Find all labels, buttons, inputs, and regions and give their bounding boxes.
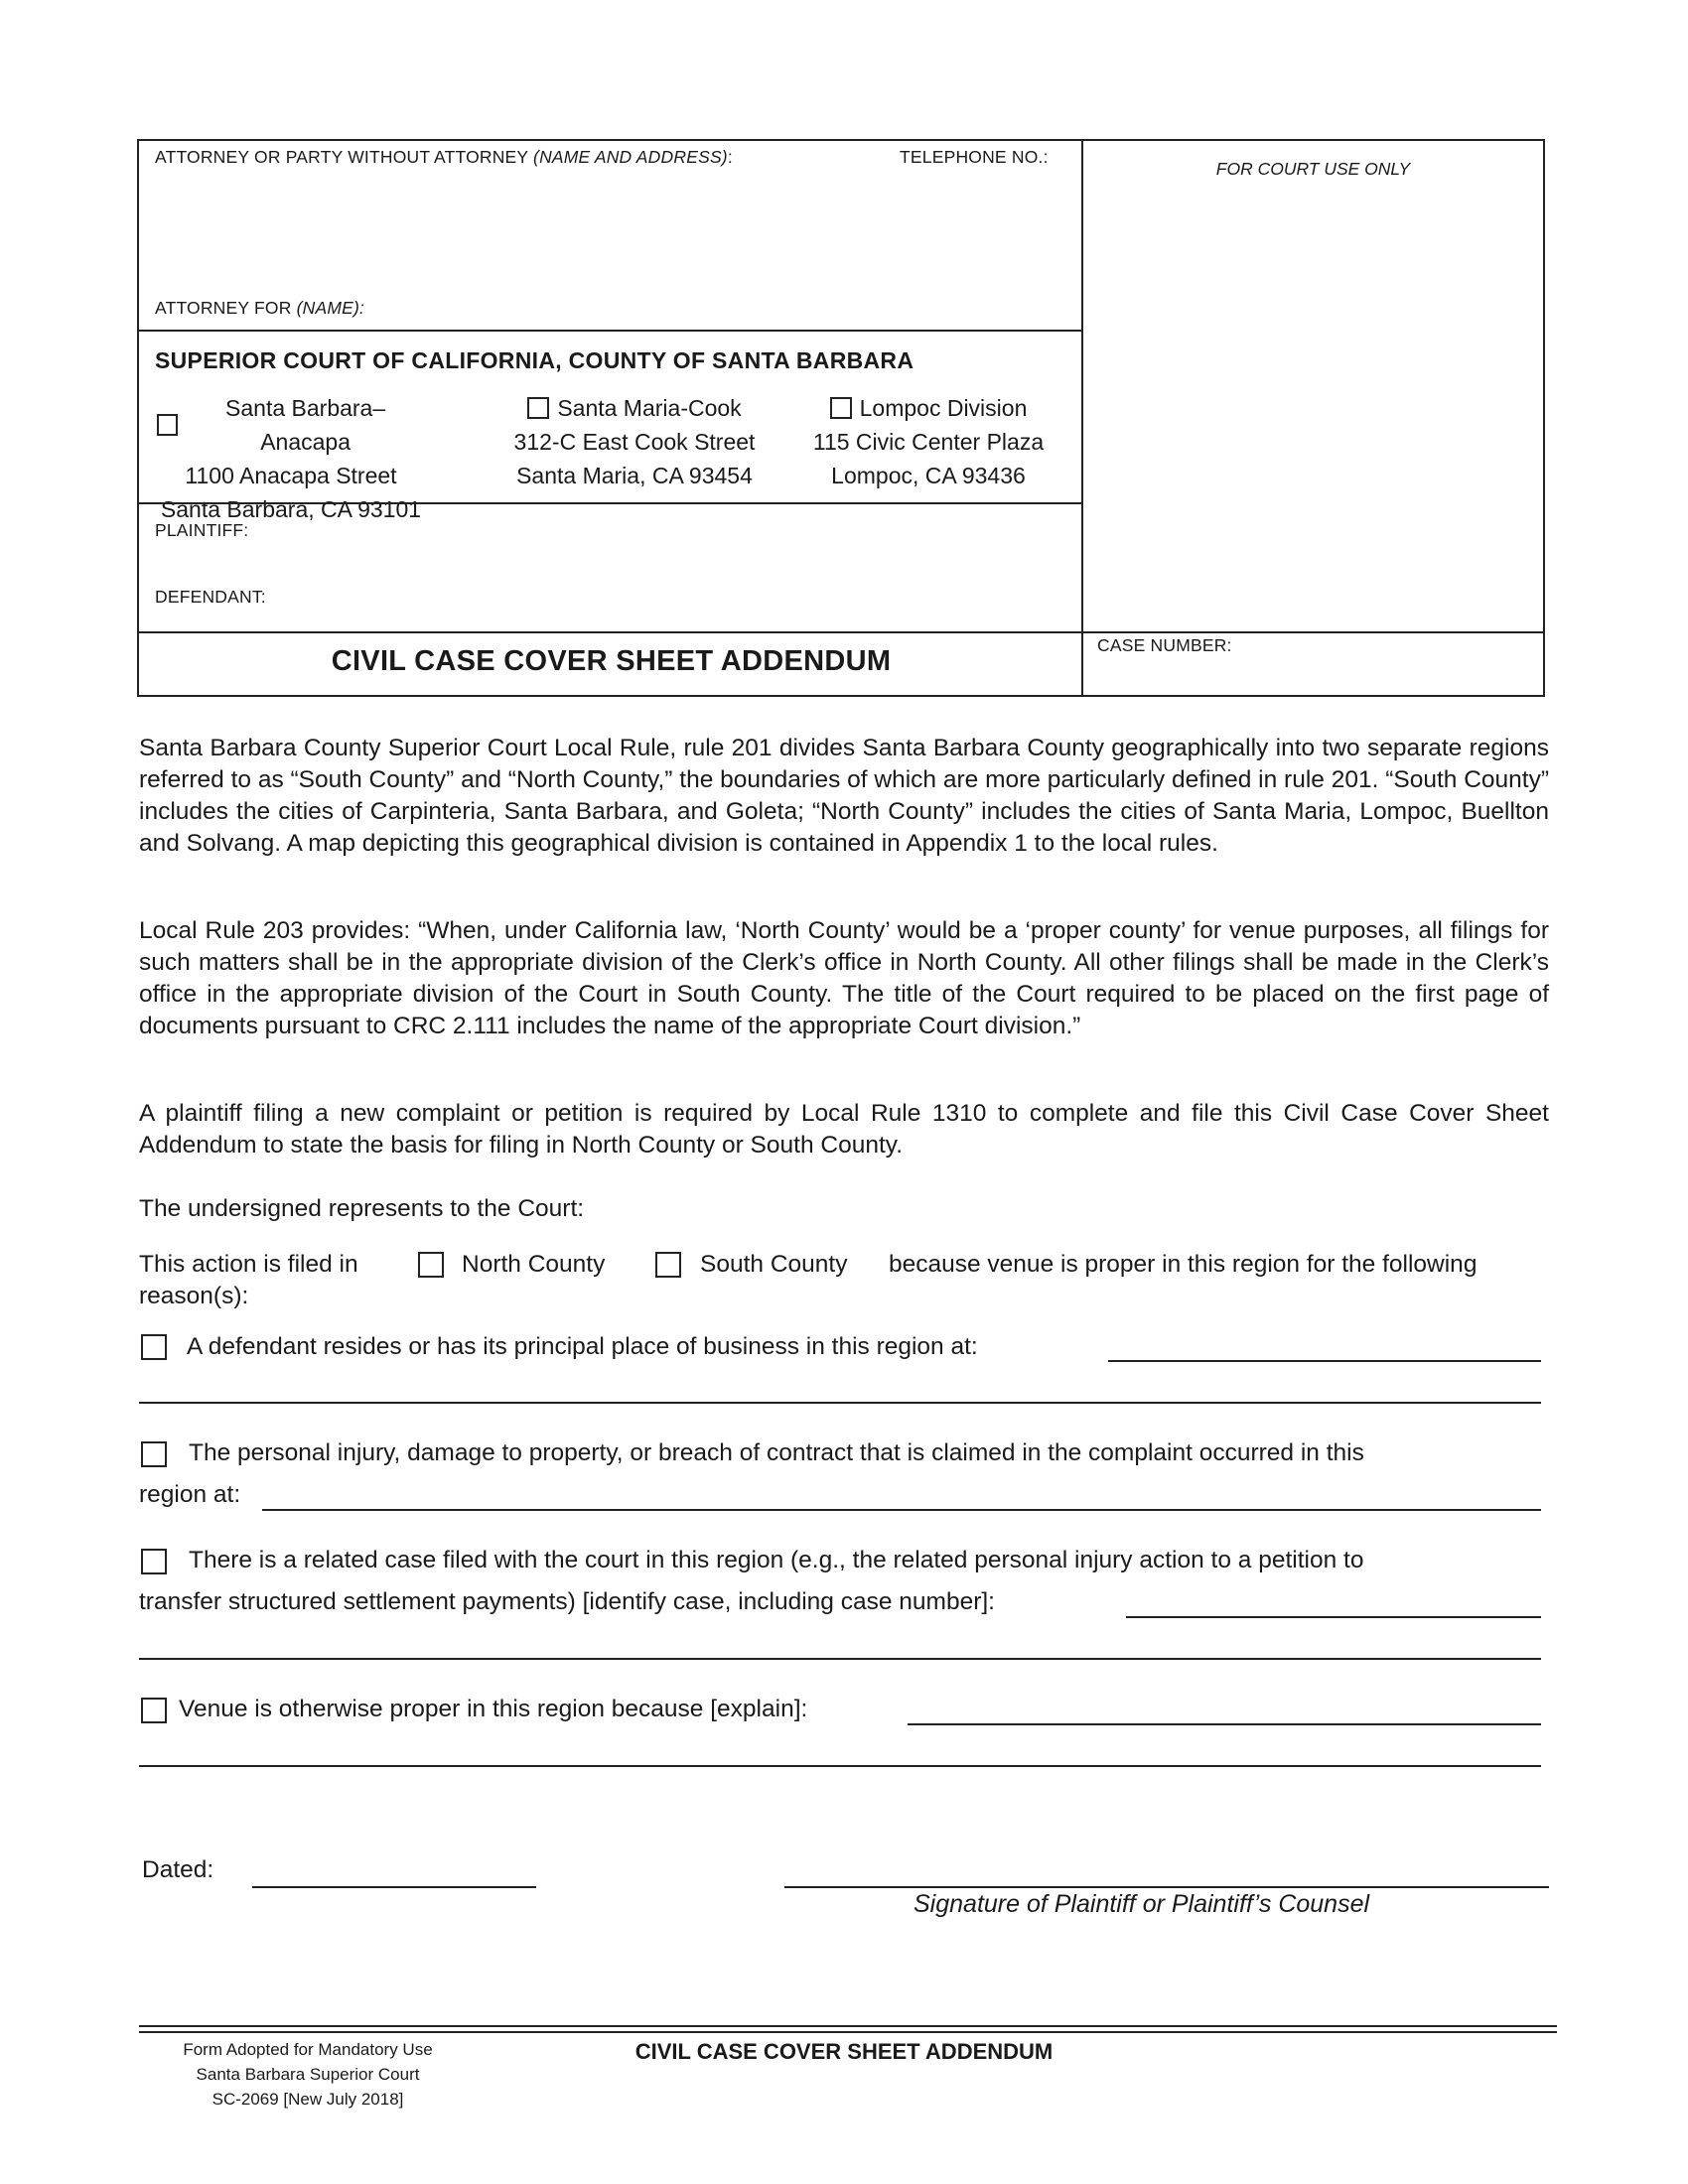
filed-in-line2: reason(s): [139,1283,249,1309]
divider [139,502,1081,504]
attorney-for-label: ATTORNEY FOR (NAME): [155,298,365,318]
reason-otherwise-proper-field-line2[interactable] [139,1765,1541,1767]
reason-injury-location-line1: The personal injury, damage to property, or breach of contract that is claimed in the complaint occurred in this [189,1439,1364,1466]
case-number-label: CASE NUMBER: [1097,635,1232,655]
north-county-label: North County [462,1251,606,1278]
reason-otherwise-proper-checkbox[interactable] [141,1698,167,1723]
reason-injury-location-checkbox[interactable] [141,1441,167,1467]
filed-in-suffix: because venue is proper in this region for the following [889,1251,1477,1278]
footer-rule [139,2025,1557,2027]
court-use-label: FOR COURT USE ONLY [1215,159,1411,179]
south-county-label: South County [700,1251,848,1278]
checkbox-santa-maria[interactable] [527,397,549,419]
paragraph-local-rule-201: Santa Barbara County Superior Court Local Rule, rule 201 divides Santa Barbara County geographically into two separate regions referred to as “South County” and “North County,” the boundaries of which are more particularly defined in rule 201. “South County” includes the cities of Carpinteria, Santa Barbara, and Goleta; “North County” includes the cities of Santa Maria, Lompoc, Buellton and Solvang. A map depicting this geographical division is contained in Appendix 1 to the local rules. [139,735,1549,857]
dated-label: Dated: [142,1856,214,1883]
plaintiff-label: PLAINTIFF: [155,520,249,540]
reason-otherwise-proper-field[interactable] [908,1723,1541,1725]
division-street: 1100 Anacapa Street [185,463,397,488]
reason-defendant-residence-label: A defendant resides or has its principal place of business in this region at: [187,1333,978,1360]
division-name: Lompoc Division [859,395,1028,421]
division-santa-barbara [157,391,425,526]
date-field[interactable] [252,1886,536,1888]
form-adoption-info [149,2037,467,2112]
reason-defendant-residence-checkbox[interactable] [141,1334,167,1360]
reason-otherwise-proper-label: Venue is otherwise proper in this region because [explain]: [179,1696,808,1722]
division-city: Santa Barbara, CA 93101 [160,496,422,522]
undersigned-statement: The undersigned represents to the Court: [139,1195,585,1222]
telephone-label: TELEPHONE NO.: [900,147,1049,167]
filed-in-prefix: This action is filed in [139,1251,358,1278]
reason-related-case-line2: transfer structured settlement payments) [identify case, including case number]: [139,1588,995,1615]
division-name: Santa Barbara–Anacapa [225,395,386,455]
signature-field[interactable] [784,1886,1549,1888]
reason-injury-location-field[interactable] [262,1509,1541,1511]
form-court-line: Santa Barbara Superior Court [196,2065,420,2084]
form-number-line: SC-2069 [New July 2018] [211,2090,404,2109]
north-county-checkbox[interactable] [418,1252,444,1278]
form-adoption-line: Form Adopted for Mandatory Use [183,2040,433,2059]
footer-title: CIVIL CASE COVER SHEET ADDENDUM [634,2039,1054,2064]
divider [139,330,1081,332]
reason-related-case-line1: There is a related case filed with the court in this region (e.g., the related personal injury action to a petition to [189,1547,1364,1573]
reason-defendant-residence-field-line2[interactable] [139,1402,1541,1404]
paragraph-local-rule-203: Local Rule 203 provides: “When, under California law, ‘North County’ would be a ‘proper county’ for venue purposes, all filings for such matters shall be in the appropriate division of the Clerk’s office in North County. All other filings shall be made in the Clerk’s office in the appropriate division of the Court in South County. The title of the Court required to be placed on the first page of documents pursuant to CRC 2.111 includes the name of the appropriate Court division.” [139,917,1549,1039]
division-santa-maria [491,391,778,492]
division-street: 115 Civic Center Plaza [812,429,1045,455]
caption-right-panel [1083,141,1543,695]
division-city: Santa Maria, CA 93454 [516,463,753,488]
defendant-label: DEFENDANT: [155,587,266,607]
division-name: Santa Maria-Cook [557,395,742,421]
checkbox-lompoc[interactable] [830,397,852,419]
footer-rule [139,2031,1557,2033]
division-street: 312-C East Cook Street [513,429,756,455]
form-title: CIVIL CASE COVER SHEET ADDENDUM [331,645,892,677]
paragraph-local-rule-1310: A plaintiff filing a new complaint or petition is required by Local Rule 1310 to complete and file this Civil Case Cover Sheet Addendum to state the basis for filing in North County or South County. [139,1100,1549,1159]
south-county-checkbox[interactable] [655,1252,681,1278]
reason-related-case-field[interactable] [1126,1616,1541,1618]
divider [139,631,1081,633]
signature-caption: Signature of Plaintiff or Plaintiff’s Counsel [914,1890,1370,1918]
reason-related-case-checkbox[interactable] [141,1549,167,1574]
reason-related-case-field-line2[interactable] [139,1658,1541,1660]
court-name: SUPERIOR COURT OF CALIFORNIA, COUNTY OF SANTA BARBARA [155,347,914,373]
checkbox-santa-barbara[interactable] [157,414,178,436]
reason-injury-location-line2: region at: [139,1481,241,1508]
attorney-label: ATTORNEY OR PARTY WITHOUT ATTORNEY (NAME AND ADDRESS): [155,147,733,167]
divider [1083,631,1543,633]
caption-box [137,139,1545,697]
caption-left-panel [139,141,1083,695]
reason-defendant-residence-field[interactable] [1108,1360,1541,1362]
division-city: Lompoc, CA 93436 [831,463,1026,488]
division-lompoc [794,391,1062,492]
